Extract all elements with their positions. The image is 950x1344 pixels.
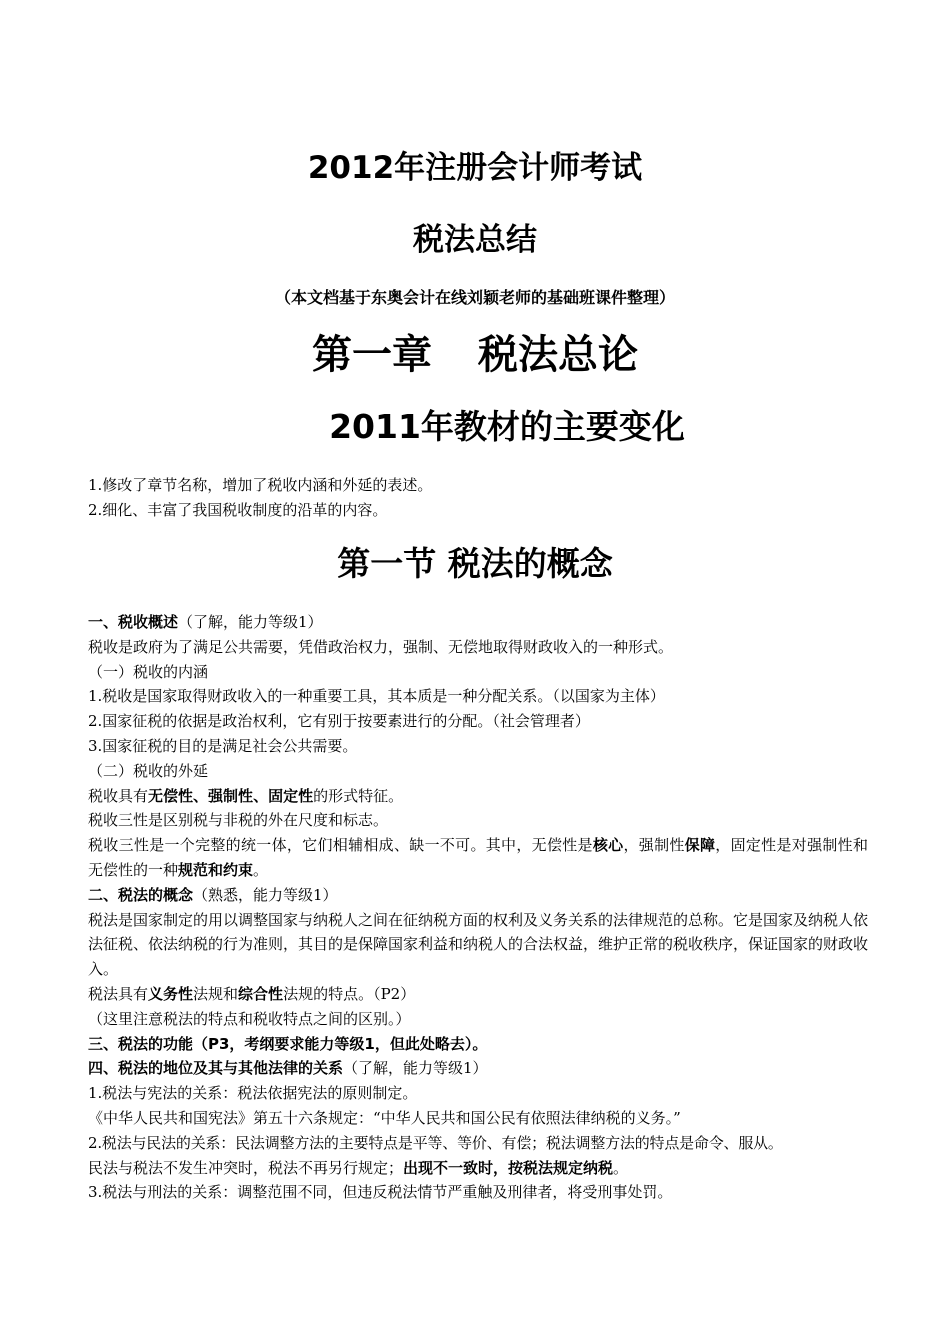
paragraph <box>88 1156 868 1181</box>
subsection-heading-1 <box>88 610 868 635</box>
bold-term: 、 <box>193 786 209 805</box>
bold-term: 、 <box>253 786 269 805</box>
text-run: 。 <box>253 860 269 879</box>
document-title: 2012年注册会计师考试 <box>307 150 643 186</box>
paragraph: 1.税收是国家取得财政收入的一种重要工具，其本质是一种分配关系。（以国家为主体） <box>88 687 665 706</box>
bold-term: 无偿性 <box>148 786 194 805</box>
text-run: 。 <box>613 1158 629 1177</box>
document-source-note: （本文档基于东奥会计在线刘颖老师的基础班课件整理） <box>274 288 675 307</box>
text-run: 税法具有 <box>88 984 149 1003</box>
paragraph: 税收是政府为了满足公共需要，凭借政治权力，强制、无偿地取得财政收入的一种形式。 <box>88 637 674 656</box>
chapter-heading <box>0 330 950 380</box>
subsection-title: 二、税法的概念 <box>88 885 194 904</box>
subsection-heading-2 <box>88 883 868 908</box>
paragraph <box>88 784 868 809</box>
paragraph: 税法是国家制定的用以调整国家与纳税人之间在征纳税方面的权利及义务关系的法律规范的总称。它是国家及纳税人依法征税、依法纳税的行为准则，其目的是保障国家利益和纳税人的合法权益，维护正常的税收秩序，保证国家的财政收入。 <box>88 910 869 979</box>
section-heading: 第一节 税法的概念 <box>337 544 613 583</box>
text-run: ，强制性 <box>623 836 685 855</box>
subsection-meta: （了解，能力等级1） <box>178 613 323 631</box>
document-subtitle: 税法总结 <box>413 222 537 258</box>
text-run: ，固定性是对强制性和无偿性的一种 <box>88 836 868 879</box>
chapter-number: 第一章 <box>312 331 432 378</box>
paragraph: 3.税法与刑法的关系：调整范围不同，但违反税法情节严重触及刑律者，将受刑事处罚。 <box>88 1183 673 1202</box>
section-body <box>88 610 868 1205</box>
paragraph: （这里注意税法的特点和税收特点之间的区别。） <box>88 1009 411 1028</box>
text-run: 民法与税法不发生冲突时，税法不再另行规定； <box>88 1158 404 1177</box>
bold-term: 固定性 <box>268 786 314 805</box>
list-item: 2.细化、丰富了我国税收制度的沿革的内容。 <box>88 500 388 519</box>
list-item: 1.修改了章节名称，增加了税收内涵和外延的表述。 <box>88 476 433 494</box>
paragraph: （二）税收的外延 <box>88 761 209 780</box>
paragraph: 3.国家征税的目的是满足社会公共需要。 <box>88 736 358 755</box>
subsection-heading-3: 三、税法的功能（P3，考纲要求能力等级1，但此处略去）。 <box>88 1034 488 1053</box>
bold-term: 规范和约束 <box>178 860 254 879</box>
changes-heading: 2011年教材的主要变化 <box>329 407 685 446</box>
chapter-name: 税法总论 <box>478 331 638 378</box>
paragraph: （一）税收的内涵 <box>88 662 209 681</box>
text-run: 法规的特点。（P2） <box>283 984 416 1003</box>
text-run: 法规和 <box>193 984 239 1003</box>
subsection-meta: （熟悉，能力等级1） <box>193 885 338 904</box>
bold-term: 保障 <box>684 836 716 855</box>
text-run: 的形式特征。 <box>313 786 404 805</box>
paragraph <box>88 833 868 883</box>
bold-term: 义务性 <box>148 984 194 1003</box>
paragraph: 1.税法与宪法的关系：税法依据宪法的原则制定。 <box>88 1084 418 1103</box>
text-run: 税收具有 <box>88 786 149 805</box>
paragraph: 《中华人民共和国宪法》第五十六条规定：“中华人民共和国公民有依照法律纳税的义务。” <box>88 1108 681 1127</box>
bold-term: 出现不一致时，按税法规定纳税 <box>403 1158 614 1177</box>
subsection-title: 一、税收概述 <box>88 613 179 631</box>
subsection-title: 四、税法的地位及其与其他法律的关系 <box>88 1059 344 1078</box>
bold-term: 核心 <box>592 836 624 855</box>
paragraph <box>88 982 868 1007</box>
changes-list <box>88 473 868 523</box>
paragraph: 2.税法与民法的关系：民法调整方法的主要特点是平等、等价、有偿；税法调整方法的特点是命令、服从。 <box>88 1133 783 1152</box>
subsection-heading-4 <box>88 1056 868 1081</box>
text-run: 税收三性是一个完整的统一体，它们相辅相成、缺一不可。其中，无偿性是 <box>88 836 593 855</box>
paragraph: 2.国家征税的依据是政治权利，它有别于按要素进行的分配。（社会管理者） <box>88 712 590 731</box>
paragraph: 税收三性是区别税与非税的外在尺度和标志。 <box>88 811 389 830</box>
bold-term: 强制性 <box>208 786 254 805</box>
bold-term: 综合性 <box>238 984 284 1003</box>
subsection-meta: （了解，能力等级1） <box>343 1059 488 1078</box>
